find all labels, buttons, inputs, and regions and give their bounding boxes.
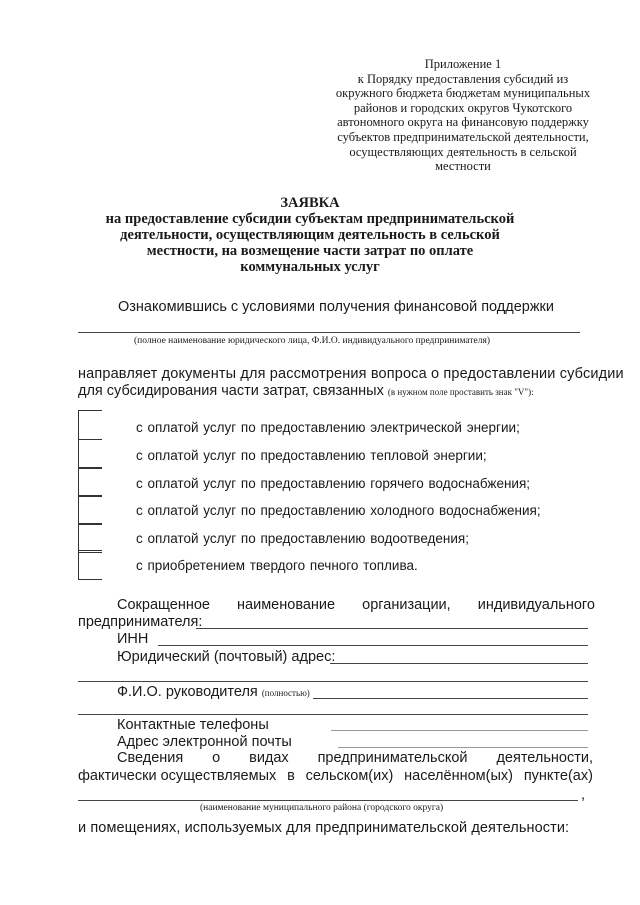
- inn-field[interactable]: [158, 645, 588, 646]
- phones-field[interactable]: [331, 730, 588, 731]
- title-line: коммунальных услуг: [240, 259, 380, 275]
- label-word: о: [212, 750, 221, 766]
- appendix-line: окружного бюджета бюджетам муниципальных: [335, 86, 591, 101]
- label-word: организации,: [362, 597, 451, 613]
- inn-label: ИНН: [117, 631, 149, 647]
- title-line: ЗАЯВКА: [280, 195, 340, 211]
- appendix-line: районов и городских округов Чукотского: [353, 100, 573, 115]
- option-fuel: с приобретением твердого печного топлива.: [136, 558, 418, 573]
- label-word: Сведения: [117, 750, 184, 766]
- appendix-line: осуществляющих деятельность в сельской: [349, 144, 577, 159]
- label-word: индивидуального: [477, 597, 595, 613]
- director-field[interactable]: [313, 698, 588, 699]
- municipality-field[interactable]: [78, 800, 578, 801]
- direction-line-1: направляет документы для рассмотрения вопроса о предоставлении субсидии: [78, 366, 624, 382]
- checkbox-heat[interactable]: [78, 439, 102, 469]
- short-name-field[interactable]: [196, 628, 588, 629]
- checkbox-cold-water[interactable]: [78, 495, 102, 525]
- option-cold-water: с оплатой услуг по предоставлению холодного водоснабжения;: [136, 503, 541, 518]
- municipality-caption: (наименование муниципального района (городского округа): [200, 803, 444, 813]
- label-word: населённом(ых): [404, 768, 513, 784]
- title-line: местности, на возмещение части затрат по оплате: [146, 243, 474, 259]
- activity-label: [117, 750, 593, 766]
- appendix-line: к Порядку предоставления субсидий из: [357, 71, 569, 86]
- direction-text: для субсидирования части затрат, связанных: [78, 383, 384, 399]
- address-label: Юридический (почтовый) адрес:: [117, 649, 336, 665]
- appendix-note: [328, 57, 598, 174]
- applicant-name-field[interactable]: [78, 332, 580, 333]
- label-word: сельском(их): [305, 768, 394, 784]
- appendix-line: автономного округа на финансовую поддержку: [337, 115, 589, 130]
- option-electricity: с оплатой услуг по предоставлению электрической энергии;: [136, 420, 520, 435]
- option-hot-water: с оплатой услуг по предоставлению горячего водоснабжения;: [136, 476, 531, 491]
- director-text: Ф.И.О. руководителя: [117, 684, 258, 700]
- label-word: Сокращенное: [117, 597, 210, 613]
- option-sewerage: с оплатой услуг по предоставлению водоотведения;: [136, 531, 469, 546]
- municipality-comma: ,: [581, 787, 586, 803]
- label-word: пункте(ах): [523, 768, 593, 784]
- document-title: [80, 195, 540, 275]
- phones-label: Контактные телефоны: [117, 717, 269, 733]
- address-field[interactable]: [330, 663, 588, 664]
- checkbox-electricity[interactable]: [78, 410, 102, 440]
- intro-text: Ознакомившись с условиями получения финансовой поддержки: [118, 299, 554, 315]
- activity-label-2: [78, 768, 593, 784]
- appendix-line: местности: [435, 159, 491, 174]
- director-field-cont[interactable]: [78, 714, 588, 715]
- appendix-line: Приложение 1: [424, 57, 502, 71]
- applicant-name-caption: (полное наименование юридического лица, Ф.И.О. индивидуального предпринимателя): [134, 336, 491, 346]
- label-word: деятельности,: [496, 750, 593, 766]
- checkbox-fuel[interactable]: [78, 550, 102, 580]
- address-field-cont[interactable]: [78, 681, 588, 682]
- short-name-label: [117, 597, 595, 613]
- label-word: видах: [249, 750, 289, 766]
- email-field[interactable]: [338, 747, 588, 748]
- label-word: предпринимательской: [317, 750, 468, 766]
- direction-line-2: [78, 383, 534, 399]
- email-label: Адрес электронной почты: [117, 734, 292, 750]
- checkbox-sewerage[interactable]: [78, 523, 102, 553]
- director-hint: (полностью): [261, 688, 310, 698]
- checkbox-hot-water[interactable]: [78, 467, 102, 497]
- premises-label: и помещениях, используемых для предпринимательской деятельности:: [78, 820, 570, 836]
- label-word: фактически осуществляемых: [78, 768, 277, 784]
- label-word: в: [287, 768, 295, 784]
- direction-hint: (в нужном поле проставить знак "V"):: [387, 387, 534, 397]
- director-label: [117, 684, 310, 700]
- short-name-cont: предпринимателя:: [78, 614, 203, 630]
- title-line: деятельности, осуществляющим деятельность в сельской: [120, 227, 500, 243]
- appendix-line: субъектов предпринимательской деятельности,: [337, 129, 589, 144]
- title-line: на предоставление субсидии субъектам предпринимательской: [105, 211, 515, 227]
- option-heat: с оплатой услуг по предоставлению тепловой энергии;: [136, 448, 487, 463]
- label-word: наименование: [237, 597, 336, 613]
